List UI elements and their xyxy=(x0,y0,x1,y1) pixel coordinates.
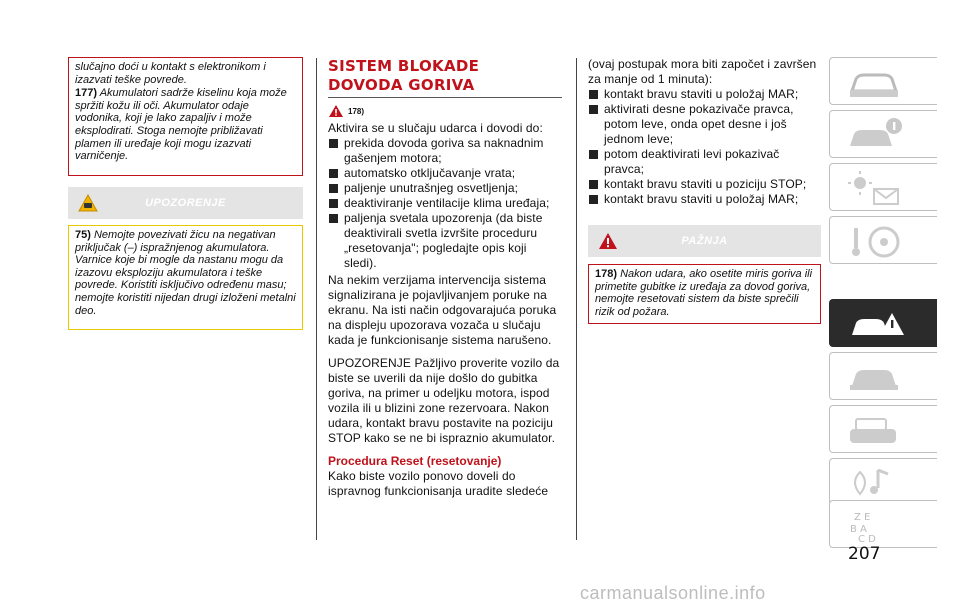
box-lead-text: slučajno doći u kontakt s elektronikom i izazvati teške povrede. xyxy=(75,61,266,86)
section-fuel-cutoff xyxy=(328,57,562,499)
list-item-text: paljenje unutrašnjeg osvetljenja; xyxy=(344,181,519,195)
warning-75 xyxy=(75,229,296,317)
bullet-icon xyxy=(329,214,338,223)
column-divider-1 xyxy=(316,58,317,540)
reference-row xyxy=(328,104,562,118)
car-info-icon xyxy=(846,116,906,154)
list-item xyxy=(328,136,562,166)
note-177-number: 177) xyxy=(75,87,98,100)
warning-75-number: 75) xyxy=(75,229,91,241)
column-divider-2 xyxy=(576,58,577,540)
bullet-icon xyxy=(329,199,338,208)
bullet-icon xyxy=(589,105,598,114)
index-icon xyxy=(846,506,906,544)
bullet-icon xyxy=(589,180,598,189)
caution-178 xyxy=(595,268,814,318)
caution-178-number: 178) xyxy=(595,268,618,280)
title-rule xyxy=(328,97,562,98)
bullet-icon xyxy=(329,184,338,193)
section-title-line2: DOVODA GORIVA xyxy=(328,76,475,94)
paragraph-reset-intro: Kako biste vozilo ponovo doveli do ispravnog funkcionisanja uradite sledeće xyxy=(328,469,549,498)
note-177 xyxy=(75,87,296,163)
list-item xyxy=(328,196,562,211)
list-item-text: prekida dovoda goriva sa naknadnim gašenjem motora; xyxy=(344,136,544,165)
reset-subheading: Procedura Reset (resetovanje) xyxy=(328,454,502,468)
bullet-icon xyxy=(329,139,338,148)
note-177-text: Akumulatori sadrže kiselinu koja može spržiti kožu ili oči. Akumulator odaje vodonika, koji je lako zapaljiv i može eksplodirati. Stoga nemojte približavati plamen ili uređaje koji mogu izazvati varničenje. xyxy=(75,87,287,163)
list-item xyxy=(588,102,818,147)
paragraph-display: Na nekim verzijama intervencija sistema signalizirana je pojavljivanjem poruke na ekranu. Na isti način odgovarajuća poruka na displeju upozorava vozača u slučaju kada je funkcionisanje sistema narušeno. xyxy=(328,273,557,347)
list-item-text: aktivirati desne pokazivače pravca, potom leve, onda opet desne i još jednom leve; xyxy=(604,102,794,146)
caution-header-label: PAŽNJA xyxy=(681,235,728,247)
list-item xyxy=(328,166,562,181)
list-item-text: paljenja svetala upozorenja (da biste deaktivirali svetla izvršite proceduru „resetovanja"; pogledajte opis koji sledi). xyxy=(344,211,543,270)
list-item xyxy=(328,181,562,196)
warning-header-label: UPOZORENJE xyxy=(145,197,226,209)
reset-procedure xyxy=(588,57,818,207)
list-item-text: kontakt bravu staviti u poziciju STOP; xyxy=(604,177,807,191)
svg-text:Z E: Z E xyxy=(854,512,871,523)
list-item xyxy=(588,87,818,102)
car-emergency-icon xyxy=(846,305,906,343)
tab-multimedia[interactable] xyxy=(829,458,937,506)
intro-text: Aktivira se u slučaju udarca i dovodi do: xyxy=(328,121,543,135)
bullet-icon xyxy=(589,150,598,159)
watermark: carmanualsonline.info xyxy=(580,583,766,603)
warning-header xyxy=(68,187,303,219)
car-dashboard-icon xyxy=(846,63,906,101)
car-maintenance-icon xyxy=(846,358,906,396)
warning-triangle-icon xyxy=(78,194,98,212)
tab-car-dashboard[interactable] xyxy=(829,57,937,105)
caution-178-box xyxy=(588,264,821,324)
tab-safety[interactable] xyxy=(829,216,937,264)
page-number: 207 xyxy=(848,544,881,564)
tab-emergency[interactable] xyxy=(829,299,937,347)
svg-text:C D: C D xyxy=(858,534,876,544)
list-item xyxy=(328,211,562,271)
warning-75-box xyxy=(68,225,303,330)
bullet-icon xyxy=(589,195,598,204)
reset-lead: (ovaj postupak mora biti započet i završen za manje od 1 minuta): xyxy=(588,57,817,86)
svg-text:B A: B A xyxy=(850,524,867,535)
technical-data-icon xyxy=(846,411,906,449)
bullet-icon xyxy=(589,90,598,99)
list-item-text: automatsko otključavanje vrata; xyxy=(344,166,516,180)
tab-technical-data[interactable] xyxy=(829,405,937,453)
list-item xyxy=(588,147,818,177)
paragraph-warning: UPOZORENJE Pažljivo proverite vozilo da biste se uverili da nije došlo do gubitka goriva, na primer u odeljku motora, ispod vozila ili u blizini zone rezervoara. Nakon udara, kontakt bravu postavite na poziciju STOP kako se ne bi ispraznio akumulator. xyxy=(328,356,560,445)
list-item xyxy=(588,177,818,192)
battery-warning-box xyxy=(68,57,303,176)
caution-header xyxy=(588,225,821,257)
tab-car-info[interactable] xyxy=(829,110,937,158)
list-item-text: kontakt bravu staviti u položaj MAR; xyxy=(604,192,799,206)
list-item-text: deaktiviranje ventilacije klima uređaja; xyxy=(344,196,550,210)
list-item-text: potom deaktivirati levi pokazivač pravca; xyxy=(604,147,780,176)
lights-message-icon xyxy=(846,169,906,207)
tab-lights-messages[interactable] xyxy=(829,163,937,211)
section-title-line1: SISTEM BLOKADE xyxy=(328,57,480,75)
warning-75-text: Nemojte povezivati žicu na negativan priključak (–) ispražnjenog akumulatora. Varnice koje bi mogle da nastanu mogu da izazovu eksploziju akumulatora i teške povrede. Koristiti isključivo određenu masu; nemojte koristiti nijedan drugi izloženi metalni deo. xyxy=(75,229,296,317)
reference-number: 178) xyxy=(348,106,365,116)
list-item xyxy=(588,192,818,207)
caution-178-text: Nakon udara, ako osetite miris goriva ili primetite gubitke iz uređaja za dovod goriva, nemojte resetovati sistem da biste sprečili rizik od požara. xyxy=(595,268,813,318)
multimedia-icon xyxy=(846,464,906,502)
list-item-text: kontakt bravu staviti u položaj MAR; xyxy=(604,87,799,101)
tab-maintenance[interactable] xyxy=(829,352,937,400)
bullet-icon xyxy=(329,169,338,178)
steering-wheel-icon xyxy=(846,222,906,260)
danger-triangle-icon xyxy=(598,232,618,250)
tab-index[interactable] xyxy=(829,500,937,548)
danger-icon xyxy=(328,104,344,118)
